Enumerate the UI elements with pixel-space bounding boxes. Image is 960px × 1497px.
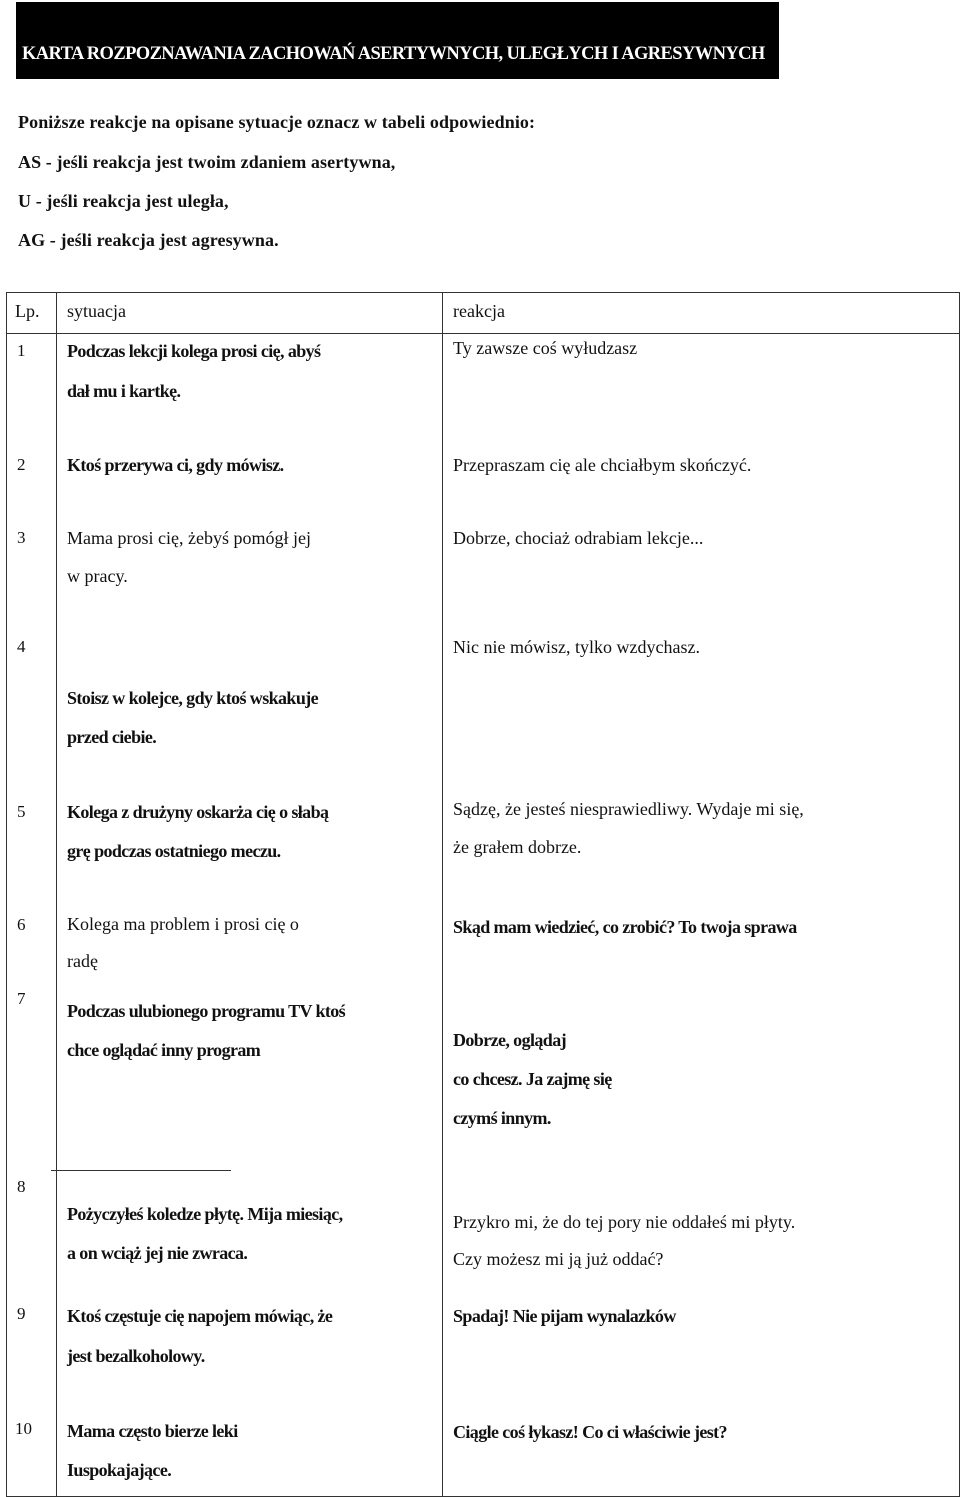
row-number: 6 xyxy=(17,915,26,934)
situation-text: Kolega z drużyny oskarża cię o słabą xyxy=(67,802,329,822)
situation-text: Podczas ulubionego programu TV ktoś xyxy=(67,1001,346,1021)
reaction-text: Nic nie mówisz, tylko wzdychasz. xyxy=(453,637,700,657)
situation-text: jest bezalkoholowy. xyxy=(67,1346,205,1366)
situation-text: grę podczas ostatniego meczu. xyxy=(67,841,281,861)
situation-text: a on wciąż jej nie zwraca. xyxy=(67,1243,248,1263)
row-number: 10 xyxy=(15,1419,32,1438)
situation-text: przed ciebie. xyxy=(67,727,157,747)
instruction-line: AS - jeśli reakcja jest twoim zdaniem asertywna, xyxy=(18,152,396,172)
reaction-text: Sądzę, że jesteś niesprawiedliwy. Wydaje mi się, xyxy=(453,799,804,819)
header-lp: Lp. xyxy=(15,301,40,321)
situation-text: Pożyczyłeś koledze płytę. Mija miesiąc, xyxy=(67,1204,343,1224)
situation-text: w pracy. xyxy=(67,566,128,586)
reaction-table xyxy=(6,292,960,1497)
reaction-text: Czy możesz mi ją już oddać? xyxy=(453,1249,664,1269)
situation-text: Ktoś przerywa ci, gdy mówisz. xyxy=(67,455,284,475)
column-divider xyxy=(56,293,57,1496)
title-banner xyxy=(16,2,779,79)
row-number: 2 xyxy=(17,455,26,474)
reaction-text: co chcesz. Ja zajmę się xyxy=(453,1069,612,1089)
reaction-text: Skąd mam wiedzieć, co zrobić? To twoja sprawa xyxy=(453,917,797,937)
row-divider xyxy=(51,1170,231,1171)
reaction-text: Ty zawsze coś wyłudzasz xyxy=(453,338,638,358)
page-title: KARTA ROZPOZNAWANIA ZACHOWAŃ ASERTYWNYCH, ULEGŁYCH I AGRESYWNYCH xyxy=(22,44,765,64)
instruction-line: AG - jeśli reakcja jest agresywna. xyxy=(18,230,279,250)
situation-text: Mama często bierze leki xyxy=(67,1421,238,1441)
header-situation: sytuacja xyxy=(67,301,126,321)
header-reaction: reakcja xyxy=(453,301,505,321)
situation-text: Ktoś częstuje cię napojem mówiąc, że xyxy=(67,1306,333,1326)
situation-text: Stoisz w kolejce, gdy ktoś wskakuje xyxy=(67,688,319,708)
row-number: 8 xyxy=(17,1177,26,1196)
situation-text: Kolega ma problem i prosi cię o xyxy=(67,914,299,934)
situation-text: chce oglądać inny program xyxy=(67,1040,261,1060)
cell-gap xyxy=(57,981,442,983)
cell-gap xyxy=(57,1157,442,1159)
reaction-text: Dobrze, chociaż odrabiam lekcje... xyxy=(453,528,704,548)
row-number: 1 xyxy=(17,341,26,360)
reaction-text: Przepraszam cię ale chciałbym skończyć. xyxy=(453,455,752,475)
row-divider xyxy=(7,333,959,334)
situation-text: Podczas lekcji kolega prosi cię, abyś xyxy=(67,341,321,361)
row-number: 9 xyxy=(17,1304,26,1323)
row-number: 7 xyxy=(17,989,26,1008)
column-divider xyxy=(442,293,443,1496)
row-number: 5 xyxy=(17,802,26,821)
situation-text: dał mu i kartkę. xyxy=(67,381,181,401)
row-number: 4 xyxy=(17,637,26,656)
reaction-text: Dobrze, oglądaj xyxy=(453,1030,566,1050)
reaction-text: Spadaj! Nie pijam wynalazków xyxy=(453,1306,676,1326)
reaction-text: czymś innym. xyxy=(453,1108,551,1128)
reaction-text: Ciągle coś łykasz! Co ci właściwie jest? xyxy=(453,1422,727,1442)
cell-gap xyxy=(443,981,958,983)
reaction-text: że grałem dobrze. xyxy=(453,837,582,857)
instruction-line: Poniższe reakcje na opisane sytuacje oznacz w tabeli odpowiednio: xyxy=(18,112,536,132)
situation-text: Mama prosi cię, żebyś pomógł jej xyxy=(67,528,311,548)
situation-text: radę xyxy=(67,951,98,971)
instruction-line: U - jeśli reakcja jest uległa, xyxy=(18,191,229,211)
reaction-text: Przykro mi, że do tej pory nie oddałeś mi płyty. xyxy=(453,1212,796,1232)
situation-text: Iuspokajające. xyxy=(67,1460,172,1480)
row-number: 3 xyxy=(17,528,26,547)
